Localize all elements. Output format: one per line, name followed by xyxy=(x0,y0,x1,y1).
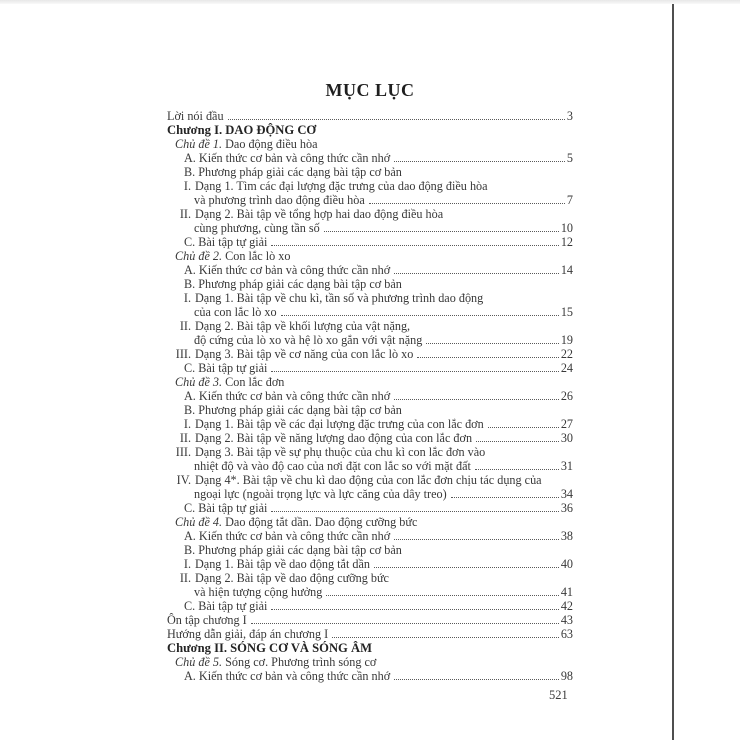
dot-leader xyxy=(228,119,565,120)
dot-leader xyxy=(417,357,559,358)
toc-entry-label: độ cứng của lò xo và hệ lò xo gắn với vật nặng xyxy=(194,333,423,347)
toc-entry-label: của con lắc lò xo xyxy=(194,305,277,319)
toc-entry-numeral: IV. xyxy=(176,473,191,487)
toc-entry-page: 40 xyxy=(560,557,573,571)
toc-entry xyxy=(167,473,573,487)
toc-entry-numeral: III. xyxy=(175,347,191,361)
toc-entry xyxy=(167,669,573,683)
toc-entry xyxy=(167,277,573,291)
toc-entry-label: C. Bài tập tự giải xyxy=(184,599,268,613)
toc-entry xyxy=(167,543,573,557)
toc-entry-label: A. Kiến thức cơ bản và công thức cần nhớ xyxy=(184,263,391,277)
toc-entry-page: 36 xyxy=(560,501,573,515)
dot-leader xyxy=(394,679,559,680)
toc-entry xyxy=(167,501,573,515)
dot-leader xyxy=(281,315,559,316)
toc-entry-label: II. Dạng 2. Bài tập về năng lượng dao động của con lắc đơn xyxy=(173,431,472,445)
dot-leader xyxy=(475,469,559,470)
toc-entry-label: Ôn tập chương I xyxy=(167,613,247,627)
toc-entry xyxy=(167,249,573,263)
toc-list xyxy=(167,109,573,683)
toc-entry-prefix: Chủ đề 2. xyxy=(175,249,223,263)
toc-entry-numeral: I. xyxy=(183,557,191,571)
toc-entry xyxy=(167,403,573,417)
toc-entry-page: 15 xyxy=(560,305,573,319)
dot-leader xyxy=(271,511,558,512)
toc-entry-label: II. Dạng 2. Bài tập về dao động cưỡng bức xyxy=(173,571,389,585)
dot-leader xyxy=(394,539,559,540)
toc-entry xyxy=(167,655,573,669)
toc-entry xyxy=(167,305,573,319)
dot-leader xyxy=(476,441,559,442)
toc-entry xyxy=(167,613,573,627)
toc-entry-label: B. Phương pháp giải các dạng bài tập cơ bản xyxy=(184,165,402,179)
dot-leader xyxy=(488,427,559,428)
toc-entry-label: cùng phương, cùng tần số xyxy=(194,221,320,235)
toc-entry-page: 42 xyxy=(560,599,573,613)
toc-entry-page: 19 xyxy=(560,333,573,347)
toc-entry-label: IV. Dạng 4*. Bài tập về chu kì dao động của con lắc đơn chịu tác dụng của xyxy=(173,473,542,487)
toc-entry-label: Chương I. DAO ĐỘNG CƠ xyxy=(167,123,317,137)
toc-entry-label: A. Kiến thức cơ bản và công thức cần nhớ xyxy=(184,151,391,165)
toc-entry-label: Hướng dẫn giải, đáp án chương I xyxy=(167,627,329,641)
toc-entry-page: 12 xyxy=(560,235,573,249)
toc-entry-prefix: Chủ đề 1. xyxy=(175,137,223,151)
dot-leader xyxy=(271,371,558,372)
toc-entry-page: 26 xyxy=(560,389,573,403)
toc-entry-label: I. Dạng 1. Bài tập về dao động tắt dần xyxy=(173,557,370,571)
toc-entry-label: III. Dạng 3. Bài tập về sự phụ thuộc của chu kì con lắc đơn vào xyxy=(173,445,485,459)
toc-entry xyxy=(167,459,573,473)
dot-leader xyxy=(271,609,558,610)
dot-leader xyxy=(426,343,559,344)
dot-leader xyxy=(394,399,559,400)
toc-entry-page: 30 xyxy=(560,431,573,445)
toc-entry-page: 27 xyxy=(560,417,573,431)
dot-leader xyxy=(394,273,559,274)
toc-entry-label: I. Dạng 1. Bài tập về chu kì, tần số và phương trình dao động xyxy=(173,291,483,305)
toc-entry-page: 22 xyxy=(560,347,573,361)
toc-entry-page: 5 xyxy=(566,151,573,165)
dot-leader xyxy=(326,595,558,596)
toc-entry xyxy=(167,627,573,641)
toc-entry-label: Chủ đề 3. Con lắc đơn xyxy=(175,375,285,389)
toc-entry xyxy=(167,375,573,389)
toc-entry xyxy=(167,207,573,221)
toc-entry-label: nhiệt độ và vào độ cao của nơi đặt con lắc so với mặt đất xyxy=(194,459,471,473)
toc-entry-label: C. Bài tập tự giải xyxy=(184,501,268,515)
toc-entry-label: A. Kiến thức cơ bản và công thức cần nhớ xyxy=(184,389,391,403)
toc-entry-numeral: III. xyxy=(175,445,191,459)
toc-entry-numeral: I. xyxy=(183,179,191,193)
toc-entry-label: C. Bài tập tự giải xyxy=(184,235,268,249)
toc-entry-label: I. Dạng 1. Tìm các đại lượng đặc trưng của dao động điều hòa xyxy=(173,179,488,193)
toc-entry-page: 14 xyxy=(560,263,573,277)
toc-entry-label: B. Phương pháp giải các dạng bài tập cơ bản xyxy=(184,543,402,557)
toc-entry-label: I. Dạng 1. Bài tập về các đại lượng đặc trưng của con lắc đơn xyxy=(173,417,484,431)
toc-entry xyxy=(167,641,573,655)
dot-leader xyxy=(332,637,559,638)
toc-entry xyxy=(167,599,573,613)
toc-entry-page: 43 xyxy=(560,613,573,627)
toc-entry xyxy=(167,109,573,123)
toc-entry xyxy=(167,123,573,137)
toc-entry-label: Chủ đề 1. Dao động điều hòa xyxy=(175,137,318,151)
toc-entry-numeral: I. xyxy=(183,291,191,305)
toc-entry xyxy=(167,585,573,599)
toc-entry-numeral: II. xyxy=(179,571,191,585)
toc-entry xyxy=(167,179,573,193)
scanned-page-content xyxy=(167,79,573,683)
toc-entry xyxy=(167,151,573,165)
toc-entry xyxy=(167,291,573,305)
toc-entry-label: B. Phương pháp giải các dạng bài tập cơ bản xyxy=(184,277,402,291)
toc-entry xyxy=(167,319,573,333)
toc-entry xyxy=(167,333,573,347)
toc-entry-numeral: II. xyxy=(179,319,191,333)
toc-entry-page: 41 xyxy=(560,585,573,599)
toc-entry xyxy=(167,445,573,459)
toc-entry xyxy=(167,389,573,403)
toc-entry-label: Chủ đề 5. Sóng cơ. Phương trình sóng cơ xyxy=(175,655,377,669)
toc-entry-label: Chương II. SÓNG CƠ VÀ SÓNG ÂM xyxy=(167,641,372,655)
dot-leader xyxy=(251,623,559,624)
page-number: 521 xyxy=(549,688,568,702)
toc-entry-page: 63 xyxy=(560,627,573,641)
toc-entry xyxy=(167,221,573,235)
toc-entry-label: và hiện tượng cộng hưởng xyxy=(194,585,323,599)
dot-leader xyxy=(451,497,559,498)
toc-entry-numeral: I. xyxy=(183,417,191,431)
toc-entry-label: II. Dạng 2. Bài tập về khối lượng của vật nặng, xyxy=(173,319,410,333)
toc-entry-page: 3 xyxy=(566,109,573,123)
toc-entry-label: II. Dạng 2. Bài tập về tổng hợp hai dao động điều hòa xyxy=(173,207,443,221)
toc-entry xyxy=(167,165,573,179)
toc-entry xyxy=(167,487,573,501)
toc-entry-label: Chủ đề 4. Dao động tắt dần. Dao động cưỡng bức xyxy=(175,515,418,529)
toc-entry xyxy=(167,361,573,375)
toc-entry-page: 24 xyxy=(560,361,573,375)
page-edge-line xyxy=(672,0,674,740)
dot-leader xyxy=(374,567,559,568)
toc-entry xyxy=(167,557,573,571)
toc-entry-prefix: Chủ đề 5. xyxy=(175,655,223,669)
toc-entry-numeral: II. xyxy=(179,207,191,221)
toc-entry-page: 98 xyxy=(560,669,573,683)
toc-entry xyxy=(167,417,573,431)
toc-entry-page: 31 xyxy=(560,459,573,473)
toc-entry-label: A. Kiến thức cơ bản và công thức cần nhớ xyxy=(184,529,391,543)
toc-entry-page: 10 xyxy=(560,221,573,235)
toc-entry xyxy=(167,431,573,445)
toc-entry-label: B. Phương pháp giải các dạng bài tập cơ bản xyxy=(184,403,402,417)
toc-entry xyxy=(167,571,573,585)
toc-entry-label: Lời nói đầu xyxy=(167,109,224,123)
dot-leader xyxy=(271,245,558,246)
toc-entry-label: C. Bài tập tự giải xyxy=(184,361,268,375)
toc-entry xyxy=(167,347,573,361)
toc-entry xyxy=(167,137,573,151)
toc-entry-page: 38 xyxy=(560,529,573,543)
dot-leader xyxy=(369,203,565,204)
toc-entry-prefix: Chủ đề 3. xyxy=(175,375,223,389)
toc-entry-label: A. Kiến thức cơ bản và công thức cần nhớ xyxy=(184,669,391,683)
toc-entry-label: và phương trình dao động điều hòa xyxy=(194,193,365,207)
toc-entry-label: Chủ đề 2. Con lắc lò xo xyxy=(175,249,291,263)
toc-entry-label: III. Dạng 3. Bài tập về cơ năng của con lắc lò xo xyxy=(173,347,413,361)
toc-entry-numeral: II. xyxy=(179,431,191,445)
dot-leader xyxy=(394,161,565,162)
toc-entry xyxy=(167,529,573,543)
toc-entry xyxy=(167,235,573,249)
scan-edge-band-top xyxy=(0,0,740,4)
toc-entry-label: ngoại lực (ngoài trọng lực và lực căng của dây treo) xyxy=(194,487,447,501)
toc-entry-page: 34 xyxy=(560,487,573,501)
toc-entry xyxy=(167,193,573,207)
toc-entry xyxy=(167,515,573,529)
toc-entry-page: 7 xyxy=(566,193,573,207)
toc-entry xyxy=(167,263,573,277)
toc-entry-prefix: Chủ đề 4. xyxy=(175,515,223,529)
page-title: MỤC LỤC xyxy=(325,80,415,100)
dot-leader xyxy=(324,231,559,232)
